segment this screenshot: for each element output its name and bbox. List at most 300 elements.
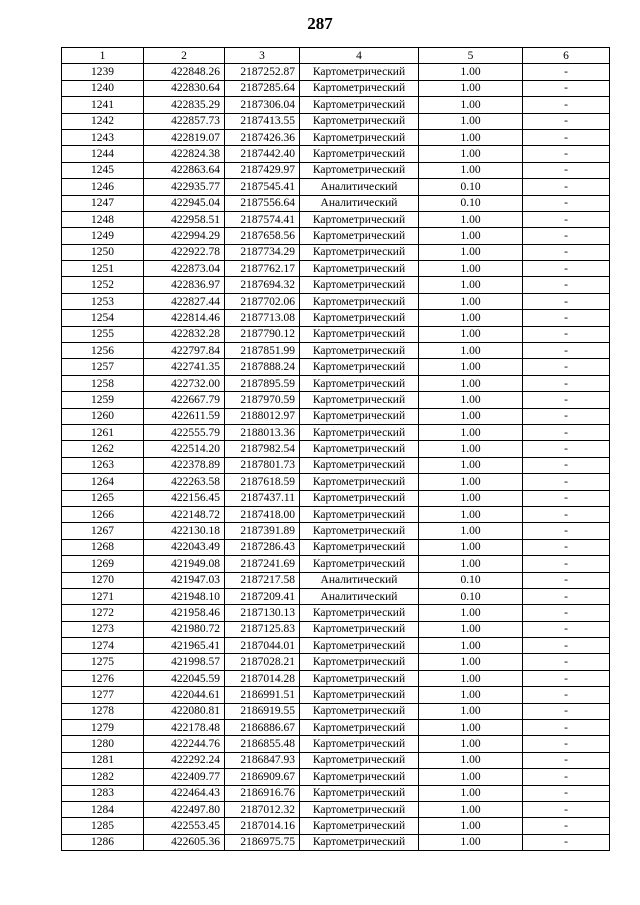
point-number-cell: 1265 <box>62 490 144 506</box>
point-number-cell: 1245 <box>62 162 144 178</box>
note-cell: - <box>523 441 610 457</box>
point-number-cell: 1270 <box>62 572 144 588</box>
table-row <box>62 310 610 326</box>
note-cell: - <box>523 588 610 604</box>
point-number-cell: 1272 <box>62 605 144 621</box>
note-cell: - <box>523 179 610 195</box>
method-cell: Картометрический <box>300 113 419 129</box>
accuracy-cell: 0.10 <box>419 588 523 604</box>
table-row <box>62 293 610 309</box>
method-cell: Картометрический <box>300 228 419 244</box>
accuracy-cell: 1.00 <box>419 97 523 113</box>
y-coordinate-cell: 2187982.54 <box>225 441 300 457</box>
table-row <box>62 129 610 145</box>
y-coordinate-cell: 2187442.40 <box>225 146 300 162</box>
note-cell: - <box>523 195 610 211</box>
note-cell: - <box>523 375 610 391</box>
table-row <box>62 687 610 703</box>
point-number-cell: 1273 <box>62 621 144 637</box>
accuracy-cell: 1.00 <box>419 228 523 244</box>
method-cell: Картометрический <box>300 605 419 621</box>
note-cell: - <box>523 638 610 654</box>
table-row <box>62 261 610 277</box>
table-row <box>62 80 610 96</box>
y-coordinate-cell: 2187545.41 <box>225 179 300 195</box>
x-coordinate-cell: 422611.59 <box>144 408 225 424</box>
x-coordinate-cell: 422814.46 <box>144 310 225 326</box>
method-cell: Картометрический <box>300 375 419 391</box>
accuracy-cell: 1.00 <box>419 703 523 719</box>
point-number-cell: 1266 <box>62 506 144 522</box>
method-cell: Картометрический <box>300 244 419 260</box>
x-coordinate-cell: 422832.28 <box>144 326 225 342</box>
point-number-cell: 1240 <box>62 80 144 96</box>
method-cell: Картометрический <box>300 556 419 572</box>
x-coordinate-cell: 422922.78 <box>144 244 225 260</box>
y-coordinate-cell: 2187241.69 <box>225 556 300 572</box>
accuracy-cell: 1.00 <box>419 769 523 785</box>
x-coordinate-cell: 422605.36 <box>144 834 225 850</box>
accuracy-cell: 1.00 <box>419 736 523 752</box>
method-cell: Картометрический <box>300 769 419 785</box>
y-coordinate-cell: 2188013.36 <box>225 424 300 440</box>
table-row <box>62 506 610 522</box>
y-coordinate-cell: 2187429.97 <box>225 162 300 178</box>
method-cell: Картометрический <box>300 424 419 440</box>
note-cell: - <box>523 720 610 736</box>
x-coordinate-cell: 422378.89 <box>144 457 225 473</box>
column-header-3: 3 <box>225 48 300 64</box>
y-coordinate-cell: 2187306.04 <box>225 97 300 113</box>
accuracy-cell: 1.00 <box>419 490 523 506</box>
point-number-cell: 1283 <box>62 785 144 801</box>
table-row <box>62 654 610 670</box>
table-row <box>62 375 610 391</box>
point-number-cell: 1255 <box>62 326 144 342</box>
y-coordinate-cell: 2187028.21 <box>225 654 300 670</box>
method-cell: Аналитический <box>300 195 419 211</box>
accuracy-cell: 1.00 <box>419 523 523 539</box>
y-coordinate-cell: 2187286.43 <box>225 539 300 555</box>
note-cell: - <box>523 343 610 359</box>
method-cell: Картометрический <box>300 621 419 637</box>
column-header-2: 2 <box>144 48 225 64</box>
note-cell: - <box>523 474 610 490</box>
table-row <box>62 474 610 490</box>
method-cell: Картометрический <box>300 293 419 309</box>
x-coordinate-cell: 422863.64 <box>144 162 225 178</box>
accuracy-cell: 0.10 <box>419 195 523 211</box>
point-number-cell: 1285 <box>62 818 144 834</box>
y-coordinate-cell: 2187888.24 <box>225 359 300 375</box>
accuracy-cell: 1.00 <box>419 392 523 408</box>
y-coordinate-cell: 2187252.87 <box>225 64 300 80</box>
method-cell: Картометрический <box>300 801 419 817</box>
x-coordinate-cell: 422935.77 <box>144 179 225 195</box>
point-number-cell: 1271 <box>62 588 144 604</box>
y-coordinate-cell: 2187556.64 <box>225 195 300 211</box>
note-cell: - <box>523 506 610 522</box>
point-number-cell: 1274 <box>62 638 144 654</box>
method-cell: Картометрический <box>300 359 419 375</box>
point-number-cell: 1261 <box>62 424 144 440</box>
table-row <box>62 277 610 293</box>
note-cell: - <box>523 80 610 96</box>
table-row <box>62 621 610 637</box>
accuracy-cell: 1.00 <box>419 244 523 260</box>
y-coordinate-cell: 2187012.32 <box>225 801 300 817</box>
point-number-cell: 1275 <box>62 654 144 670</box>
accuracy-cell: 1.00 <box>419 654 523 670</box>
method-cell: Картометрический <box>300 654 419 670</box>
y-coordinate-cell: 2188012.97 <box>225 408 300 424</box>
y-coordinate-cell: 2187125.83 <box>225 621 300 637</box>
y-coordinate-cell: 2187658.56 <box>225 228 300 244</box>
accuracy-cell: 1.00 <box>419 818 523 834</box>
table-row <box>62 326 610 342</box>
header-row <box>62 48 610 64</box>
accuracy-cell: 1.00 <box>419 687 523 703</box>
accuracy-cell: 1.00 <box>419 605 523 621</box>
y-coordinate-cell: 2187801.73 <box>225 457 300 473</box>
table-row <box>62 801 610 817</box>
accuracy-cell: 1.00 <box>419 408 523 424</box>
point-number-cell: 1244 <box>62 146 144 162</box>
note-cell: - <box>523 769 610 785</box>
x-coordinate-cell: 421947.03 <box>144 572 225 588</box>
method-cell: Картометрический <box>300 326 419 342</box>
note-cell: - <box>523 556 610 572</box>
y-coordinate-cell: 2187851.99 <box>225 343 300 359</box>
note-cell: - <box>523 326 610 342</box>
point-number-cell: 1252 <box>62 277 144 293</box>
point-number-cell: 1262 <box>62 441 144 457</box>
method-cell: Картометрический <box>300 277 419 293</box>
point-number-cell: 1253 <box>62 293 144 309</box>
method-cell: Картометрический <box>300 80 419 96</box>
accuracy-cell: 1.00 <box>419 211 523 227</box>
y-coordinate-cell: 2187895.59 <box>225 375 300 391</box>
point-number-cell: 1241 <box>62 97 144 113</box>
method-cell: Картометрический <box>300 408 419 424</box>
y-coordinate-cell: 2187970.59 <box>225 392 300 408</box>
method-cell: Картометрический <box>300 392 419 408</box>
point-number-cell: 1257 <box>62 359 144 375</box>
x-coordinate-cell: 422945.04 <box>144 195 225 211</box>
y-coordinate-cell: 2187694.32 <box>225 277 300 293</box>
accuracy-cell: 1.00 <box>419 621 523 637</box>
column-header-5: 5 <box>419 48 523 64</box>
table-row <box>62 64 610 80</box>
point-number-cell: 1248 <box>62 211 144 227</box>
accuracy-cell: 1.00 <box>419 457 523 473</box>
y-coordinate-cell: 2187413.55 <box>225 113 300 129</box>
accuracy-cell: 1.00 <box>419 670 523 686</box>
accuracy-cell: 1.00 <box>419 293 523 309</box>
note-cell: - <box>523 211 610 227</box>
table-body <box>62 64 610 851</box>
accuracy-cell: 1.00 <box>419 326 523 342</box>
method-cell: Картометрический <box>300 539 419 555</box>
x-coordinate-cell: 422464.43 <box>144 785 225 801</box>
table-row <box>62 343 610 359</box>
x-coordinate-cell: 422497.80 <box>144 801 225 817</box>
point-number-cell: 1259 <box>62 392 144 408</box>
accuracy-cell: 1.00 <box>419 424 523 440</box>
point-number-cell: 1242 <box>62 113 144 129</box>
accuracy-cell: 1.00 <box>419 129 523 145</box>
accuracy-cell: 1.00 <box>419 343 523 359</box>
accuracy-cell: 0.10 <box>419 179 523 195</box>
method-cell: Картометрический <box>300 670 419 686</box>
x-coordinate-cell: 422797.84 <box>144 343 225 359</box>
point-number-cell: 1268 <box>62 539 144 555</box>
method-cell: Картометрический <box>300 638 419 654</box>
y-coordinate-cell: 2186991.51 <box>225 687 300 703</box>
note-cell: - <box>523 752 610 768</box>
note-cell: - <box>523 539 610 555</box>
note-cell: - <box>523 736 610 752</box>
x-coordinate-cell: 422994.29 <box>144 228 225 244</box>
y-coordinate-cell: 2187130.13 <box>225 605 300 621</box>
x-coordinate-cell: 421949.08 <box>144 556 225 572</box>
table-header <box>62 48 610 64</box>
x-coordinate-cell: 422836.97 <box>144 277 225 293</box>
x-coordinate-cell: 422130.18 <box>144 523 225 539</box>
table-row <box>62 490 610 506</box>
table-row <box>62 457 610 473</box>
accuracy-cell: 1.00 <box>419 277 523 293</box>
x-coordinate-cell: 422043.49 <box>144 539 225 555</box>
method-cell: Картометрический <box>300 785 419 801</box>
method-cell: Картометрический <box>300 162 419 178</box>
method-cell: Картометрический <box>300 343 419 359</box>
point-number-cell: 1286 <box>62 834 144 850</box>
table-row <box>62 572 610 588</box>
method-cell: Аналитический <box>300 588 419 604</box>
x-coordinate-cell: 422827.44 <box>144 293 225 309</box>
method-cell: Картометрический <box>300 703 419 719</box>
accuracy-cell: 1.00 <box>419 375 523 391</box>
accuracy-cell: 1.00 <box>419 556 523 572</box>
table-row <box>62 818 610 834</box>
table-row <box>62 179 610 195</box>
x-coordinate-cell: 422080.81 <box>144 703 225 719</box>
x-coordinate-cell: 422553.45 <box>144 818 225 834</box>
note-cell: - <box>523 408 610 424</box>
accuracy-cell: 1.00 <box>419 506 523 522</box>
point-number-cell: 1269 <box>62 556 144 572</box>
method-cell: Картометрический <box>300 834 419 850</box>
accuracy-cell: 0.10 <box>419 572 523 588</box>
table-row <box>62 834 610 850</box>
note-cell: - <box>523 703 610 719</box>
method-cell: Картометрический <box>300 720 419 736</box>
accuracy-cell: 1.00 <box>419 441 523 457</box>
x-coordinate-cell: 422667.79 <box>144 392 225 408</box>
note-cell: - <box>523 64 610 80</box>
x-coordinate-cell: 422263.58 <box>144 474 225 490</box>
x-coordinate-cell: 421948.10 <box>144 588 225 604</box>
note-cell: - <box>523 801 610 817</box>
accuracy-cell: 1.00 <box>419 834 523 850</box>
point-number-cell: 1256 <box>62 343 144 359</box>
x-coordinate-cell: 421998.57 <box>144 654 225 670</box>
table-row <box>62 703 610 719</box>
accuracy-cell: 1.00 <box>419 474 523 490</box>
table-row <box>62 97 610 113</box>
x-coordinate-cell: 422292.24 <box>144 752 225 768</box>
accuracy-cell: 1.00 <box>419 752 523 768</box>
note-cell: - <box>523 654 610 670</box>
accuracy-cell: 1.00 <box>419 146 523 162</box>
column-header-4: 4 <box>300 48 419 64</box>
method-cell: Картометрический <box>300 457 419 473</box>
note-cell: - <box>523 834 610 850</box>
method-cell: Картометрический <box>300 146 419 162</box>
table-row <box>62 441 610 457</box>
x-coordinate-cell: 422857.73 <box>144 113 225 129</box>
point-number-cell: 1281 <box>62 752 144 768</box>
point-number-cell: 1251 <box>62 261 144 277</box>
point-number-cell: 1284 <box>62 801 144 817</box>
note-cell: - <box>523 490 610 506</box>
point-number-cell: 1267 <box>62 523 144 539</box>
accuracy-cell: 1.00 <box>419 785 523 801</box>
method-cell: Картометрический <box>300 818 419 834</box>
y-coordinate-cell: 2187734.29 <box>225 244 300 260</box>
y-coordinate-cell: 2187391.89 <box>225 523 300 539</box>
table-row <box>62 211 610 227</box>
point-number-cell: 1260 <box>62 408 144 424</box>
note-cell: - <box>523 277 610 293</box>
coordinates-table <box>61 47 610 851</box>
accuracy-cell: 1.00 <box>419 162 523 178</box>
y-coordinate-cell: 2187285.64 <box>225 80 300 96</box>
note-cell: - <box>523 244 610 260</box>
accuracy-cell: 1.00 <box>419 113 523 129</box>
method-cell: Картометрический <box>300 490 419 506</box>
point-number-cell: 1278 <box>62 703 144 719</box>
method-cell: Картометрический <box>300 129 419 145</box>
y-coordinate-cell: 2187713.08 <box>225 310 300 326</box>
accuracy-cell: 1.00 <box>419 261 523 277</box>
y-coordinate-cell: 2187209.41 <box>225 588 300 604</box>
method-cell: Картометрический <box>300 64 419 80</box>
y-coordinate-cell: 2186847.93 <box>225 752 300 768</box>
method-cell: Картометрический <box>300 736 419 752</box>
x-coordinate-cell: 422824.38 <box>144 146 225 162</box>
x-coordinate-cell: 422148.72 <box>144 506 225 522</box>
method-cell: Картометрический <box>300 506 419 522</box>
x-coordinate-cell: 422156.45 <box>144 490 225 506</box>
point-number-cell: 1243 <box>62 129 144 145</box>
method-cell: Картометрический <box>300 310 419 326</box>
point-number-cell: 1277 <box>62 687 144 703</box>
note-cell: - <box>523 605 610 621</box>
method-cell: Картометрический <box>300 441 419 457</box>
table-row <box>62 113 610 129</box>
y-coordinate-cell: 2186855.48 <box>225 736 300 752</box>
note-cell: - <box>523 687 610 703</box>
method-cell: Картометрический <box>300 474 419 490</box>
point-number-cell: 1282 <box>62 769 144 785</box>
y-coordinate-cell: 2186916.76 <box>225 785 300 801</box>
table-row <box>62 769 610 785</box>
table-row <box>62 392 610 408</box>
note-cell: - <box>523 670 610 686</box>
x-coordinate-cell: 421980.72 <box>144 621 225 637</box>
method-cell: Картометрический <box>300 752 419 768</box>
note-cell: - <box>523 424 610 440</box>
x-coordinate-cell: 422045.59 <box>144 670 225 686</box>
point-number-cell: 1264 <box>62 474 144 490</box>
y-coordinate-cell: 2186886.67 <box>225 720 300 736</box>
y-coordinate-cell: 2187418.00 <box>225 506 300 522</box>
x-coordinate-cell: 422958.51 <box>144 211 225 227</box>
table-row <box>62 539 610 555</box>
page-number: 287 <box>307 14 333 33</box>
y-coordinate-cell: 2186909.67 <box>225 769 300 785</box>
accuracy-cell: 1.00 <box>419 720 523 736</box>
x-coordinate-cell: 422244.76 <box>144 736 225 752</box>
table-row <box>62 228 610 244</box>
method-cell: Аналитический <box>300 179 419 195</box>
table-row <box>62 424 610 440</box>
x-coordinate-cell: 422835.29 <box>144 97 225 113</box>
table-row <box>62 523 610 539</box>
note-cell: - <box>523 293 610 309</box>
note-cell: - <box>523 129 610 145</box>
table-row <box>62 195 610 211</box>
point-number-cell: 1279 <box>62 720 144 736</box>
note-cell: - <box>523 818 610 834</box>
point-number-cell: 1250 <box>62 244 144 260</box>
x-coordinate-cell: 422732.00 <box>144 375 225 391</box>
note-cell: - <box>523 310 610 326</box>
note-cell: - <box>523 572 610 588</box>
accuracy-cell: 1.00 <box>419 638 523 654</box>
y-coordinate-cell: 2187574.41 <box>225 211 300 227</box>
table-row <box>62 146 610 162</box>
table-row <box>62 588 610 604</box>
x-coordinate-cell: 422819.07 <box>144 129 225 145</box>
x-coordinate-cell: 422044.61 <box>144 687 225 703</box>
note-cell: - <box>523 523 610 539</box>
column-header-1: 1 <box>62 48 144 64</box>
y-coordinate-cell: 2187762.17 <box>225 261 300 277</box>
x-coordinate-cell: 422830.64 <box>144 80 225 96</box>
accuracy-cell: 1.00 <box>419 539 523 555</box>
method-cell: Картометрический <box>300 523 419 539</box>
column-header-6: 6 <box>523 48 610 64</box>
note-cell: - <box>523 621 610 637</box>
accuracy-cell: 1.00 <box>419 801 523 817</box>
table-row <box>62 638 610 654</box>
note-cell: - <box>523 113 610 129</box>
table-row <box>62 605 610 621</box>
method-cell: Картометрический <box>300 211 419 227</box>
method-cell: Картометрический <box>300 261 419 277</box>
point-number-cell: 1247 <box>62 195 144 211</box>
table-row <box>62 785 610 801</box>
method-cell: Картометрический <box>300 687 419 703</box>
accuracy-cell: 1.00 <box>419 64 523 80</box>
x-coordinate-cell: 422409.77 <box>144 769 225 785</box>
method-cell: Картометрический <box>300 97 419 113</box>
point-number-cell: 1280 <box>62 736 144 752</box>
note-cell: - <box>523 785 610 801</box>
